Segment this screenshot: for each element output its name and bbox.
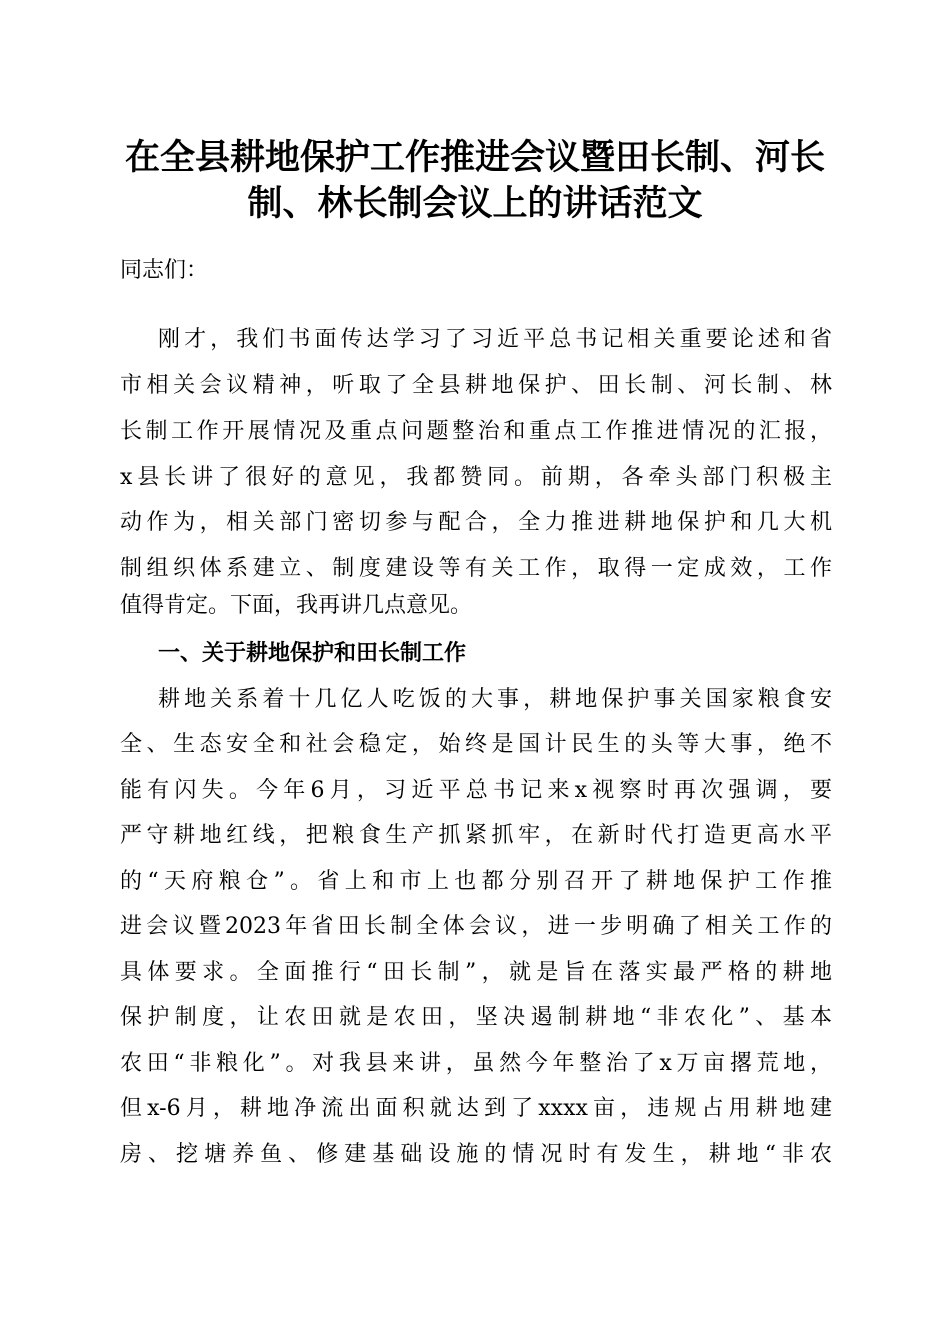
paragraph-2-line: 农田“非粮化”。对我县来讲，虽然今年整治了x万亩撂荒地， <box>120 1051 832 1076</box>
paragraph-1-line: 长制工作开展情况及重点问题整治和重点工作推进情况的汇报， <box>120 419 832 444</box>
paragraph-2-line: 耕地关系着十几亿人吃饭的大事，耕地保护事关国家粮食安 <box>158 687 832 712</box>
section-1-heading: 一、关于耕地保护和田长制工作 <box>158 641 467 666</box>
paragraph-1-line: 刚才，我们书面传达学习了习近平总书记相关重要论述和省 <box>158 327 832 352</box>
paragraph-1-line: 值得肯定。下面，我再讲几点意见。 <box>120 593 473 618</box>
document-title-line-1: 在全县耕地保护工作推进会议暨田长制、河长 <box>124 137 825 178</box>
paragraph-2-line: 能有闪失。今年6月，习近平总书记来x视察时再次强调，要 <box>120 778 832 803</box>
paragraph-2-line: 具体要求。全面推行“田长制”，就是旨在落实最严格的耕地 <box>120 960 832 985</box>
paragraph-1-line: 市相关会议精神，听取了全县耕地保护、田长制、河长制、林 <box>120 373 832 398</box>
paragraph-2-line: 保护制度，让农田就是农田，坚决遏制耕地“非农化”、基本 <box>120 1005 832 1030</box>
paragraph-2-line: 进会议暨2023年省田长制全体会议，进一步明确了相关工作的 <box>120 914 832 939</box>
paragraph-2-line: 房、挖塘养鱼、修建基础设施的情况时有发生，耕地“非农 <box>120 1142 832 1167</box>
paragraph-1-line: 制组织体系建立、制度建设等有关工作，取得一定成效，工作 <box>120 556 832 581</box>
paragraph-1-line: x县长讲了很好的意见，我都赞同。前期，各牵头部门积极主 <box>120 465 832 490</box>
paragraph-1-line: 动作为，相关部门密切参与配合，全力推进耕地保护和几大机 <box>120 510 832 535</box>
document-title-line-2: 制、林长制会议上的讲话范文 <box>247 183 703 224</box>
paragraph-2-line: 但x-6月，耕地净流出面积就达到了xxxx亩，违规占用耕地建 <box>120 1096 832 1121</box>
paragraph-2-line: 严守耕地红线，把粮食生产抓紧抓牢，在新时代打造更高水平 <box>120 823 832 848</box>
paragraph-2-line: 全、生态安全和社会稳定，始终是国计民生的头等大事，绝不 <box>120 732 832 757</box>
paragraph-2-line: 的“天府粮仓”。省上和市上也都分别召开了耕地保护工作推 <box>120 869 832 894</box>
salutation: 同志们： <box>120 258 209 283</box>
